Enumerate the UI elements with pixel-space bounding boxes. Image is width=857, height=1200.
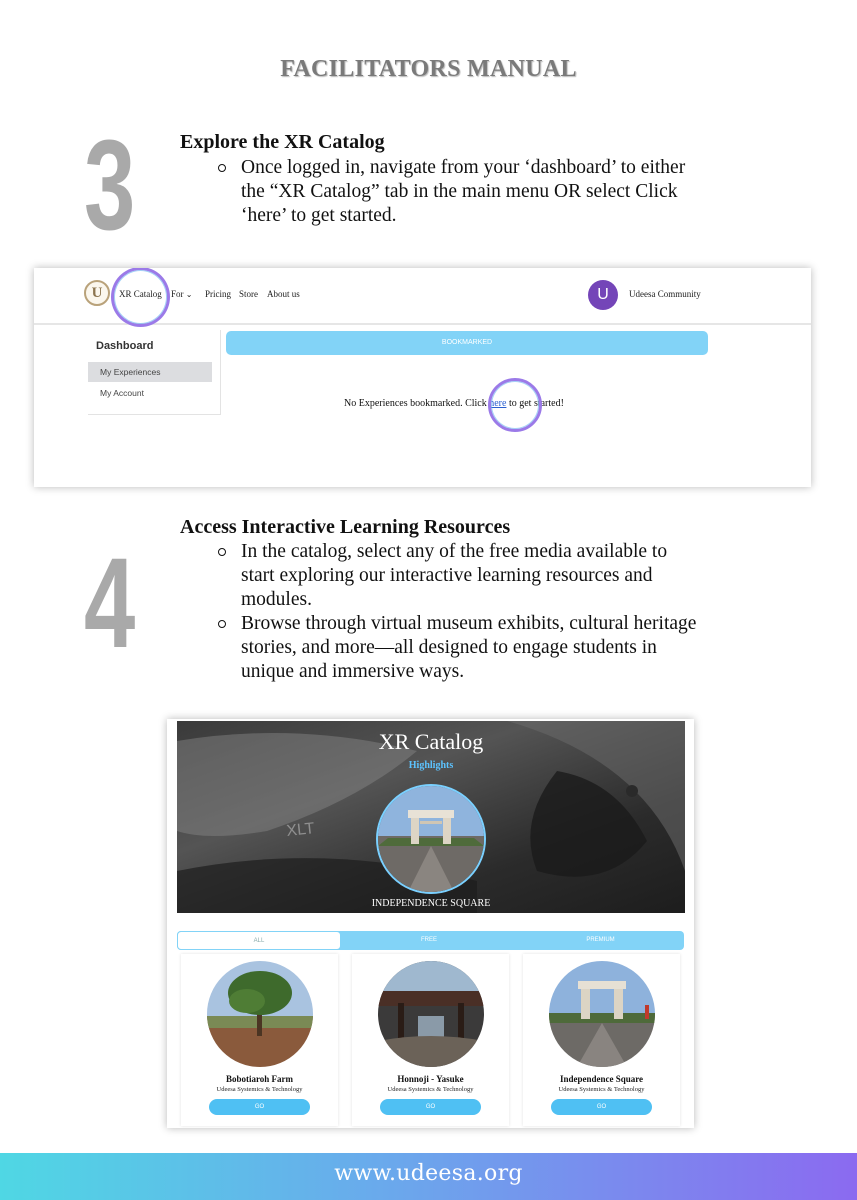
catalog-title: XR Catalog (378, 729, 484, 754)
go-button[interactable]: GO (551, 1099, 652, 1115)
highlight-ring-xr-catalog (111, 268, 170, 327)
nav-xr-catalog[interactable]: XR Catalog (119, 289, 162, 299)
go-button[interactable]: GO (380, 1099, 481, 1115)
highlight-image[interactable] (376, 784, 486, 894)
catalog-card[interactable] (181, 954, 338, 1126)
document-title: FACILITATORS MANUAL (280, 56, 577, 82)
sidebar-title: Dashboard (96, 340, 154, 352)
card-subtitle: Udeesa Systemics & Technology (558, 1086, 645, 1093)
step-3-heading: Explore the XR Catalog (180, 131, 385, 153)
card-image-independence-square[interactable] (549, 961, 655, 1067)
catalog-card[interactable] (523, 954, 680, 1126)
filter-tab-free[interactable]: FREE (420, 937, 437, 943)
card-title: Honnoji - Yasuke (397, 1074, 464, 1084)
card-subtitle: Udeesa Systemics & Technology (387, 1086, 474, 1093)
nav-about[interactable]: About us (267, 289, 300, 299)
filter-tabs (177, 931, 684, 950)
here-link[interactable]: here (489, 398, 507, 409)
highlight-ring-here-link (488, 378, 542, 432)
go-button[interactable]: GO (209, 1099, 310, 1115)
nav-store[interactable]: Store (239, 289, 258, 299)
step-4-bullet: In the catalog, select any of the free media available to start exploring our interactive learning resources and modules. (218, 540, 698, 612)
tab-bookmarked[interactable]: BOOKMARKED (226, 331, 708, 355)
catalog-subtitle: Highlights (408, 760, 454, 771)
filter-tab-premium[interactable]: PREMIUM (586, 937, 615, 943)
sidebar-item-my-experiences[interactable]: My Experiences (88, 362, 212, 382)
footer-banner (0, 1153, 857, 1200)
card-title: Independence Square (559, 1074, 644, 1084)
card-subtitle: Udeesa Systemics & Technology (216, 1086, 303, 1093)
avatar[interactable]: U (588, 280, 618, 310)
nav-pricing[interactable]: Pricing (205, 289, 231, 299)
card-image-honnoji[interactable] (378, 961, 484, 1067)
card-image-farm[interactable] (207, 961, 313, 1067)
step-4-bullet: Browse through virtual museum exhibits, cultural heritage stories, and more—all designed to engage students in unique and immersive ways. (218, 612, 698, 684)
footer-url[interactable]: www.udeesa.org (334, 1161, 523, 1186)
empty-message-tail: to get started! (506, 398, 564, 409)
nav-for-label: For (171, 289, 184, 299)
step-3-bullet: Once logged in, navigate from your ‘dashboard’ to either the “XR Catalog” tab in the main menu OR select Click ‘here’ to get started. (218, 156, 688, 228)
udeesa-logo[interactable]: U (84, 280, 110, 306)
svg-text:XLT: XLT (285, 820, 316, 840)
catalog-screenshot (167, 719, 694, 1128)
card-title: Bobotiaroh Farm (225, 1074, 294, 1084)
chevron-down-icon: ⌄ (185, 290, 193, 299)
dashboard-sidebar (88, 330, 221, 415)
dashboard-screenshot (34, 268, 811, 487)
step-4-number: 4 (84, 532, 136, 675)
empty-message-text: No Experiences bookmarked. Click (344, 398, 490, 409)
highlight-caption: INDEPENDENCE SQUARE (371, 898, 491, 909)
step-3-bullets (218, 156, 688, 228)
step-3-number: 3 (84, 114, 136, 257)
filter-tab-all[interactable]: ALL (177, 931, 341, 950)
step-4-heading: Access Interactive Learning Resources (180, 516, 511, 538)
catalog-hero-banner (177, 721, 685, 913)
nav-for[interactable] (171, 289, 192, 299)
step-4-bullets (218, 540, 698, 684)
sidebar-item-my-account[interactable]: My Account (100, 388, 144, 398)
catalog-card[interactable] (352, 954, 509, 1126)
user-name[interactable]: Udeesa Community (629, 289, 701, 299)
